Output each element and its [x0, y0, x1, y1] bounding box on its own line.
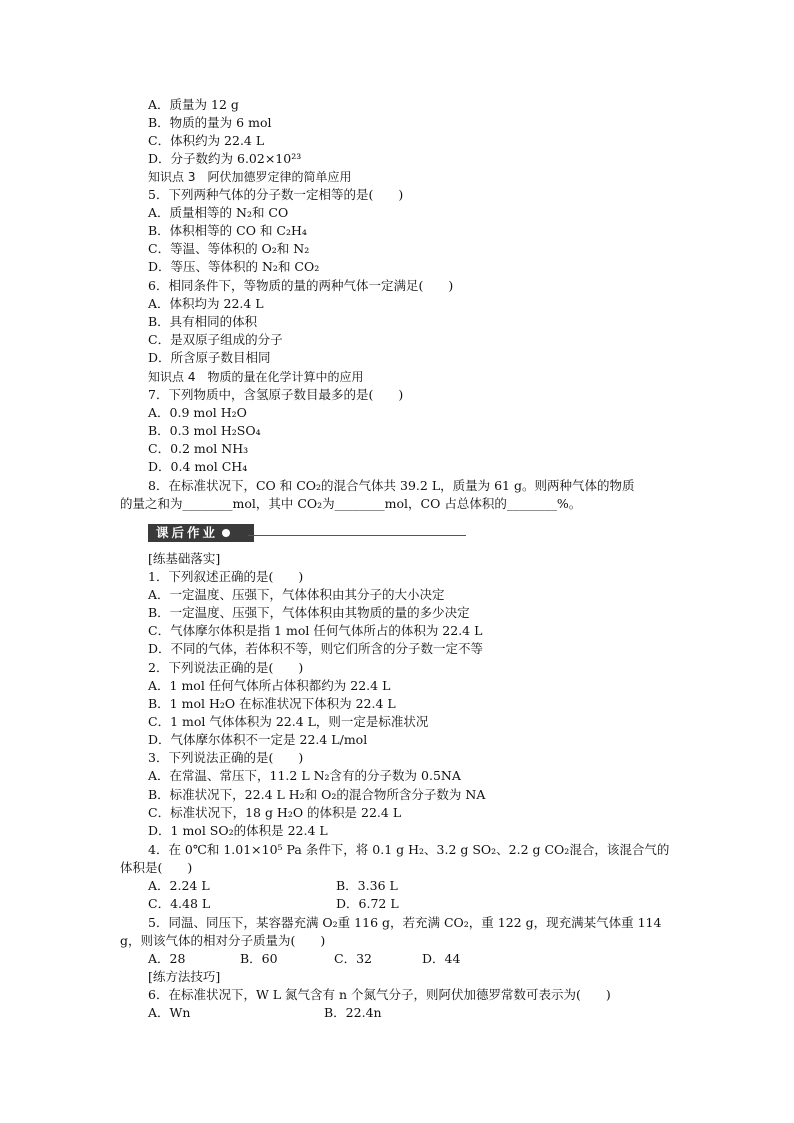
q6-option-b: B．具有相同的体积	[148, 314, 258, 329]
hw-q5-option-a: A．28	[148, 951, 186, 966]
hw-question-2: 2．下列说法正确的是( )	[148, 660, 304, 675]
q5-option-b: B．体积相等的 CO 和 C₂H₄	[148, 223, 307, 238]
hw-q4-option-d: D．6.72 L	[336, 896, 399, 911]
hw-q3-option-b: B．标准状况下，22.4 L H₂和 O₂的混合物所含分子数为 NA	[148, 787, 486, 802]
hw-q2-option-c: C．1 mol 气体体积为 22.4 L，则一定是标准状况	[148, 714, 429, 729]
hw-q5-option-d: D．44	[422, 951, 461, 966]
hw-q5-option-b: B．60	[240, 951, 278, 966]
hw-q3-option-a: A．在常温、常压下，11.2 L N₂含有的分子数为 0.5NA	[148, 768, 461, 783]
knowledge-point-3: 知识点 3 阿伏加德罗定律的简单应用	[148, 170, 352, 184]
section-basic: [练基础落实]	[148, 551, 221, 566]
hw-q1-option-b: B．一定温度、压强下，气体体积由其物质的量的多少决定	[148, 605, 470, 620]
homework-banner	[148, 524, 254, 542]
hw-q6-option-a: A．Wn	[148, 1005, 191, 1020]
q7-option-a: A．0.9 mol H₂O	[148, 405, 247, 420]
question-6: 6．相同条件下，等物质的量的两种气体一定满足( )	[148, 278, 454, 293]
hw-question-3: 3．下列说法正确的是( )	[148, 750, 304, 765]
hw-q1-option-d: D．不同的气体，若体积不等，则它们所含的分子数一定不等	[148, 641, 484, 656]
option-c: C．体积约为 22.4 L	[148, 133, 265, 148]
option-a: A．质量为 12 g	[148, 97, 239, 112]
dot-icon	[222, 529, 230, 537]
hw-q4-option-c: C．4.48 L	[148, 896, 211, 911]
hw-question-1: 1．下列叙述正确的是( )	[148, 569, 304, 584]
hw-q4-option-b: B．3.36 L	[336, 878, 398, 893]
q6-option-d: D．所含原子数目相同	[148, 350, 271, 365]
hw-q1-option-c: C．气体摩尔体积是指 1 mol 任何气体所占的体积为 22.4 L	[148, 623, 483, 638]
hw-q2-option-d: D．气体摩尔体积不一定是 22.4 L/mol	[148, 732, 368, 747]
q7-option-c: C．0.2 mol NH₃	[148, 441, 249, 456]
section-method: [练方法技巧]	[148, 969, 221, 984]
option-b: B．物质的量为 6 mol	[148, 115, 272, 130]
hw-q6-option-b: B．22.4n	[324, 1005, 382, 1020]
hw-question-6: 6．在标准状况下，W L 氮气含有 n 个氮气分子，则阿伏加德罗常数可表示为( )	[148, 987, 611, 1002]
q6-option-c: C．是双原子组成的分子	[148, 332, 283, 347]
hw-q2-option-b: B．1 mol H₂O 在标准状况下体积为 22.4 L	[148, 696, 396, 711]
q5-option-d: D．等压、等体积的 N₂和 CO₂	[148, 259, 320, 274]
question-5: 5．下列两种气体的分子数一定相等的是( )	[148, 187, 404, 202]
q7-option-b: B．0.3 mol H₂SO₄	[148, 423, 261, 438]
question-7: 7．下列物质中，含氢原子数目最多的是( )	[148, 387, 404, 402]
hw-question-5-line-2: g，则该气体的相对分子质量为( )	[120, 933, 326, 948]
hw-q3-option-d: D．1 mol SO₂的体积是 22.4 L	[148, 823, 328, 838]
hw-question-5-line-1: 5．同温、同压下，某容器充满 O₂重 116 g，若充满 CO₂，重 122 g，现充满某气体重 114	[148, 915, 662, 930]
q5-option-a: A．质量相等的 N₂和 CO	[148, 205, 289, 220]
question-8-line-1: 8．在标准状况下，CO 和 CO₂的混合气体共 39.2 L，质量为 61 g。则两种气体的物质	[148, 478, 635, 493]
hw-q2-option-a: A．1 mol 任何气体所占体积都约为 22.4 L	[148, 678, 391, 693]
option-d: D．分子数约为 6.02×10²³	[148, 151, 302, 166]
q5-option-c: C．等温、等体积的 O₂和 N₂	[148, 241, 310, 256]
hw-question-4-line-1: 4．在 0℃和 1.01×10⁵ Pa 条件下，将 0.1 g H₂、3.2 g SO₂、2.2 g CO₂混合，该混合气的	[148, 842, 670, 857]
hw-q4-option-a: A．2.24 L	[148, 878, 210, 893]
q6-option-a: A．体积均为 22.4 L	[148, 296, 264, 311]
divider	[248, 535, 466, 536]
hw-q1-option-a: A．一定温度、压强下，气体体积由其分子的大小决定	[148, 587, 445, 602]
hw-q5-option-c: C．32	[334, 951, 372, 966]
hw-question-4-line-2: 体积是( )	[120, 860, 193, 875]
hw-q3-option-c: C．标准状况下，18 g H₂O 的体积是 22.4 L	[148, 805, 402, 820]
q7-option-d: D．0.4 mol CH₄	[148, 459, 248, 474]
question-8-line-2: 的量之和为________mol，其中 CO₂为________mol，CO 占总体积的________%。	[120, 496, 582, 511]
banner-title: 课后作业	[156, 525, 219, 540]
knowledge-point-4: 知识点 4 物质的量在化学计算中的应用	[148, 370, 364, 384]
